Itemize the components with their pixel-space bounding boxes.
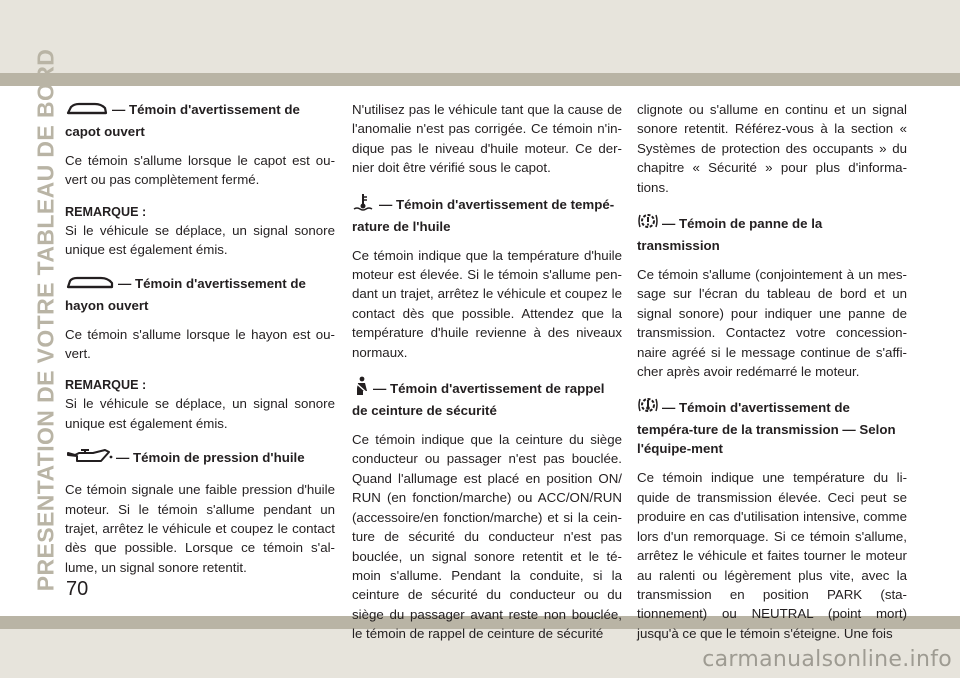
liftgate-heading [65, 274, 335, 315]
oil-pressure-icon [65, 447, 113, 470]
transmission-temp-heading [637, 395, 907, 458]
hood-open-icon [65, 101, 109, 122]
seatbelt-title: — Témoin d'avertissement de rappel de ceinture de sécurité [352, 381, 605, 419]
seatbelt-body: Ce témoin indique que la ceinture du siège conducteur ou passager n'est pas bouclée. Quand l'allumage est placé en position ON/ RUN (en fonction/marche) ou ACC/ON/RUN (accessoire/en fonction/marche) et si la cein-ture de sécurité du conducteur n'est pas bouclée, un signal sonore retentit et le té-moin s'allume. Pendant la conduite, si la ceinture de sécurité du conducteur ou du siège du passager avant reste non bouclée, le témoin de rappel de ceinture de sécurité [352, 432, 622, 642]
oil-pressure-heading [65, 447, 335, 470]
liftgate-open-icon [65, 275, 115, 296]
hood-body: Ce témoin s'allume lorsque le capot est ou-vert ou pas complètement fermé. [65, 153, 335, 188]
hood-heading [65, 100, 335, 141]
oil-temperature-icon [352, 192, 376, 217]
liftgate-title: — Témoin d'avertissement de hayon ouvert [65, 275, 306, 313]
side-section-title: PRESENTATION DE VOTRE TABLEAU DE BORD [32, 48, 59, 592]
oil-temp-heading [352, 192, 622, 236]
oil-temp-body: Ce témoin indique que la température d'huile moteur est élevée. Si le témoin s'allume pen-dant un trajet, arrêtez le véhicule et coupez le contact dès que possible. Attendez que la température d'huile revienne à des niveaux normaux. [352, 247, 622, 360]
transmission-temperature-icon [637, 395, 659, 420]
oil-pressure-body: Ce témoin signale une faible pression d'huile moteur. Si le témoin s'allume pendant un trajet, arrêtez le véhicule et coupez le contact dès que possible. Lorsque ce témoin s'al-lume, un signal sonore retentit. [65, 482, 335, 575]
seatbelt-heading [352, 376, 622, 420]
header-stripe [0, 73, 960, 86]
transmission-fault-title: — Témoin de panne de la transmission [637, 216, 823, 254]
watermark-text: carmanualsonline.info [702, 647, 952, 672]
hood-note-label: REMARQUE : [65, 204, 147, 219]
hood-note-text: Si le véhicule se déplace, un signal sonore unique est également émis. [65, 222, 335, 258]
liftgate-note-label: REMARQUE : [65, 378, 147, 393]
liftgate-note-text: Si le véhicule se déplace, un signal sonore unique est également émis. [65, 396, 335, 431]
oil-pressure-continued: N'utilisez pas le véhicule tant que la cause de l'anomalie n'est pas corrigée. Ce témoin n'in-dique pas le niveau d'huile moteur. Ce der-nier doit être vérifié sous le capot. [352, 102, 622, 176]
liftgate-body: Ce témoin s'allume lorsque le hayon est ou-vert. [65, 326, 335, 362]
oil-temp-title: — Témoin d'avertissement de tempé-rature de l'huile [352, 196, 615, 234]
oil-pressure-title: — Témoin de pression d'huile [116, 450, 305, 466]
transmission-temp-title: — Témoin d'avertissement de tempéra-ture de la transmission — Selon l'équipe-ment [637, 400, 896, 457]
column-3 [637, 100, 907, 657]
transmission-fault-body: Ce témoin s'allume (conjointement à un mes-sage sur l'écran du tableau de bord et un signal sonore) pour indiquer une panne de transmission. Contactez votre concession-naire agréé si le message continue de s'affi-cher après avoir redémarré le moteur. [637, 267, 907, 380]
seatbelt-continued: clignote ou s'allume en continu et un signal sonore retentit. Référez-vous à la section « Systèmes de protection des occupants » du chapitre « Sécurité » pour plus d'informa-tions. [637, 102, 907, 195]
column-2 [352, 100, 622, 658]
transmission-fault-icon [637, 211, 659, 236]
page-number: 70 [66, 578, 89, 600]
transmission-fault-heading [637, 211, 907, 255]
hood-title: — Témoin d'avertissement de capot ouvert [65, 102, 300, 139]
seatbelt-icon [352, 376, 370, 401]
transmission-temp-body: Ce témoin indique une température du li-quide de transmission élevée. Ceci peut se produire en cas d'utilisation intensive, comme lors d'un remorquage. Si ce témoin s'allume, arrêtez le véhicule et faites tourner le moteur au ralenti ou légèrement plus vite, avec la transmission en position PARK (sta-tionnement) ou NEUTRAL (point mort) jusqu'à ce que le témoin s'éteigne. Une fois [637, 470, 907, 641]
column-1 [65, 100, 335, 591]
